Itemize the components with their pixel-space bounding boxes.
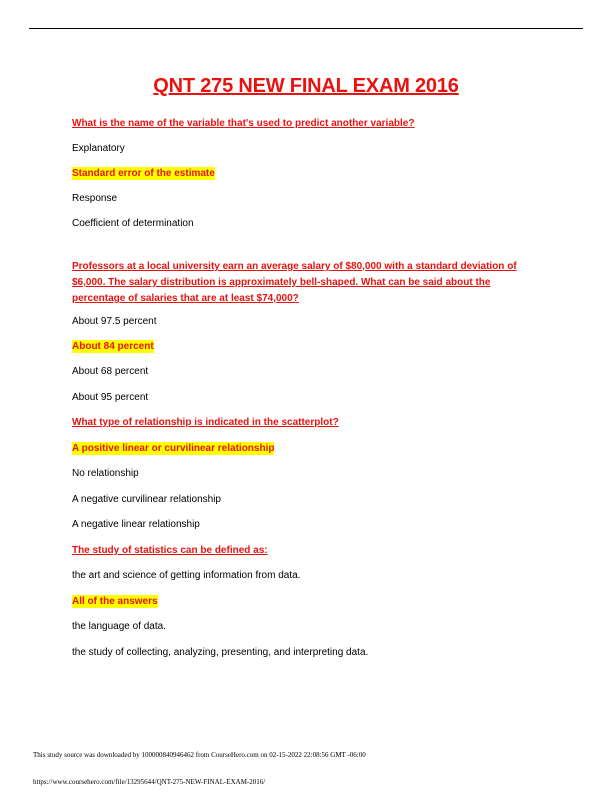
q1-answer-3: Response: [72, 193, 118, 204]
document-title: QNT 275 NEW FINAL EXAM 2016: [153, 75, 459, 97]
highlight: Standard error of the estimate: [72, 168, 215, 179]
question-3: What type of relationship is indicated in the scatterplot?: [72, 417, 339, 428]
q4-answer-3: the language of data.: [72, 621, 166, 632]
q1-answer-4: Coefficient of determination: [72, 218, 194, 229]
top-rule: [29, 28, 583, 29]
q2-answer-3: About 68 percent: [72, 366, 149, 377]
q3-answer-1-highlighted: [72, 443, 274, 455]
question-1: What is the name of the variable that's used to predict another variable?: [72, 118, 415, 129]
question-2: Professors at a local university earn an average salary of $80,000 with a standard deviation of $6,000. The salary distribution is approximately bell-shaped. What can be said about the percentage of salaries that are at least $74,000?: [72, 261, 517, 304]
q2-answer-1: About 97.5 percent: [72, 316, 157, 327]
q1-answer-1: Explanatory: [72, 143, 125, 154]
highlight: About 84 percent: [72, 341, 154, 352]
q3-answer-3: A negative curvilinear relationship: [72, 494, 221, 505]
q2-answer-2-highlighted: [72, 341, 154, 353]
q4-answer-1: the art and science of getting information from data.: [72, 570, 301, 581]
highlight: All of the answers: [72, 596, 158, 607]
q4-answer-4: the study of collecting, analyzing, presenting, and interpreting data.: [72, 647, 369, 658]
q2-answer-4: About 95 percent: [72, 392, 149, 403]
q3-answer-4: A negative linear relationship: [72, 519, 200, 530]
q3-answer-2: No relationship: [72, 468, 139, 479]
source-url[interactable]: https://www.coursehero.com/file/13295644/QNT-275-NEW-FINAL-EXAM-2016/: [33, 778, 266, 786]
question-4: The study of statistics can be defined as:: [72, 545, 268, 556]
q1-answer-2-highlighted: [72, 168, 215, 180]
download-note: This study source was downloaded by 100000840946462 from CourseHero.com on 02-15-2022 22:08:56 GMT -06:00: [33, 751, 366, 759]
q4-answer-2-highlighted: [72, 596, 158, 608]
highlight: A positive linear or curvilinear relationship: [72, 443, 275, 454]
